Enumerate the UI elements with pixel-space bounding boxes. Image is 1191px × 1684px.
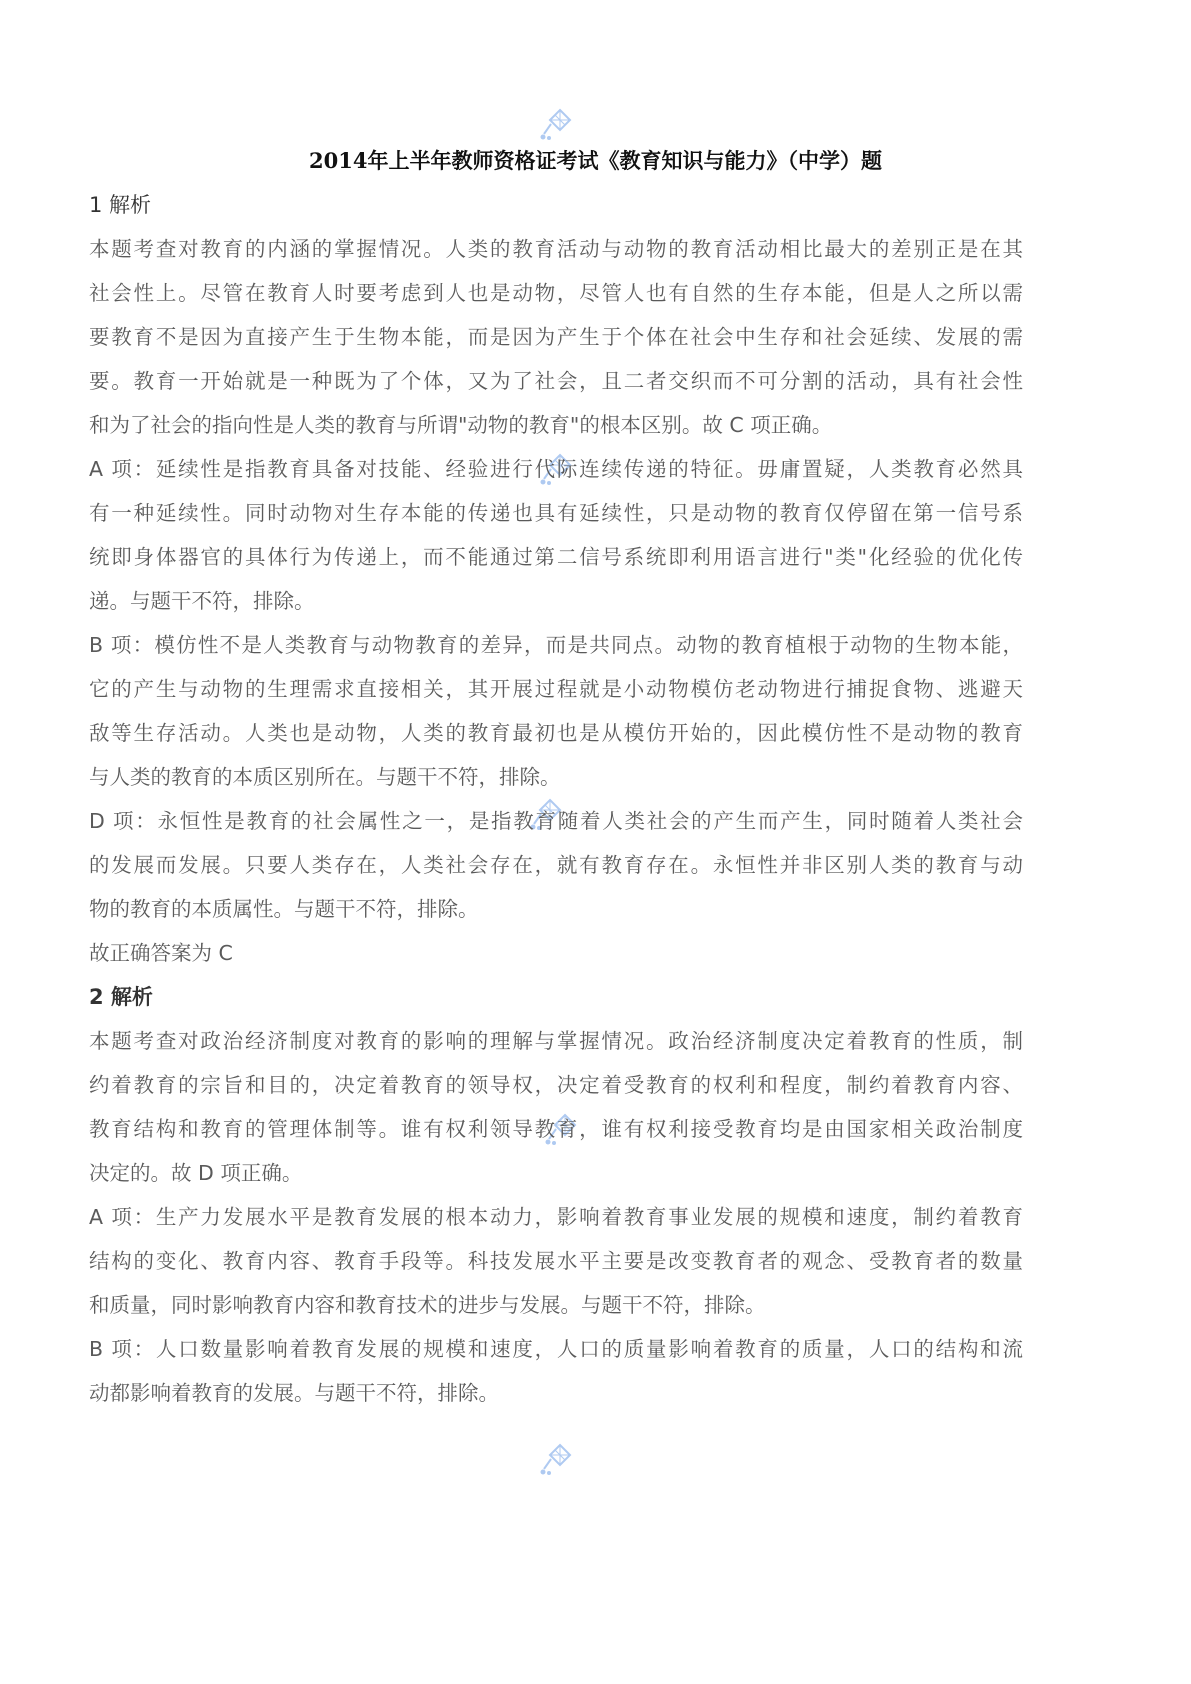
paragraph-line: 和为了社会的指向性是人类的教育与所谓"动物的教育"的根本区别。故 C 项正确。 bbox=[89, 413, 833, 437]
paragraph-line: 和质量，同时影响教育内容和教育技术的进步与发展。与题干不符，排除。 bbox=[89, 1293, 766, 1317]
paragraph-line: 决定的。故 D 项正确。 bbox=[89, 1161, 303, 1185]
paragraph-line: 它的产生与动物的生理需求直接相关，其开展过程就是小动物模仿老动物进行捕捉食物、逃避天 bbox=[89, 677, 1023, 701]
paragraph-line: 递。与题干不符，排除。 bbox=[89, 589, 315, 613]
paragraph-line: D 项：永恒性是教育的社会属性之一，是指教育随着人类社会的产生而产生，同时随着人类社会 bbox=[89, 809, 1023, 833]
paragraph-line: 与人类的教育的本质区别所在。与题干不符，排除。 bbox=[89, 765, 561, 789]
paragraph-line: 敌等生存活动。人类也是动物，人类的教育最初也是从模仿开始的，因此模仿性不是动物的教育 bbox=[89, 721, 1023, 745]
paragraph-line: A 项：延续性是指教育具备对技能、经验进行代际连续传递的特征。毋庸置疑，人类教育必然具 bbox=[89, 457, 1023, 481]
paragraph-line: 结构的变化、教育内容、教育手段等。科技发展水平主要是改变教育者的观念、受教育者的数量 bbox=[89, 1249, 1023, 1273]
paragraph-line: 故正确答案为 C bbox=[89, 941, 233, 965]
section-heading: 1 解析 bbox=[89, 193, 152, 217]
paragraph-line: 有一种延续性。同时动物对生存本能的传递也具有延续性，只是动物的教育仅停留在第一信号系 bbox=[89, 501, 1023, 525]
watermark-diamond-icon bbox=[538, 1443, 572, 1477]
paragraph-line: 要教育不是因为直接产生于生物本能，而是因为产生于个体在社会中生存和社会延续、发展的需 bbox=[89, 325, 1023, 349]
paragraph-line: 约着教育的宗旨和目的，决定着教育的领导权，决定着受教育的权利和程度，制约着教育内容、 bbox=[89, 1073, 1023, 1097]
document-body bbox=[89, 183, 1023, 1415]
paragraph-line: 动都影响着教育的发展。与题干不符，排除。 bbox=[89, 1381, 499, 1405]
paragraph-line: 社会性上。尽管在教育人时要考虑到人也是动物，尽管人也有自然的生存本能，但是人之所以需 bbox=[89, 281, 1023, 305]
section-heading: 2 解析 bbox=[89, 985, 153, 1009]
paragraph-line: B 项：模仿性不是人类教育与动物教育的差异，而是共同点。动物的教育植根于动物的生物本能， bbox=[89, 633, 1023, 657]
paragraph-line: B 项：人口数量影响着教育发展的规模和速度，人口的质量影响着教育的质量，人口的结构和流 bbox=[89, 1337, 1023, 1361]
paragraph-line: 本题考查对政治经济制度对教育的影响的理解与掌握情况。政治经济制度决定着教育的性质，制 bbox=[89, 1029, 1023, 1053]
paragraph-line: A 项：生产力发展水平是教育发展的根本动力，影响着教育事业发展的规模和速度，制约着教育 bbox=[89, 1205, 1023, 1229]
paragraph-line: 教育结构和教育的管理体制等。谁有权利领导教育，谁有权利接受教育均是由国家相关政治制度 bbox=[89, 1117, 1023, 1141]
paragraph-line: 统即身体器官的具体行为传递上，而不能通过第二信号系统即利用语言进行"类"化经验的优化传 bbox=[89, 545, 1023, 569]
watermark-diamond-icon bbox=[538, 108, 572, 142]
paragraph-line: 物的教育的本质属性。与题干不符，排除。 bbox=[89, 897, 479, 921]
paragraph-line: 要。教育一开始就是一种既为了个体，又为了社会，且二者交织而不可分割的活动，具有社会性 bbox=[89, 369, 1023, 393]
paragraph-line: 本题考查对教育的内涵的掌握情况。人类的教育活动与动物的教育活动相比最大的差别正是在其 bbox=[89, 237, 1023, 261]
document-title: 2014年上半年教师资格证考试《教育知识与能力》（中学）题 bbox=[309, 148, 882, 173]
paragraph-line: 的发展而发展。只要人类存在，人类社会存在，就有教育存在。永恒性并非区别人类的教育与动 bbox=[89, 853, 1023, 877]
